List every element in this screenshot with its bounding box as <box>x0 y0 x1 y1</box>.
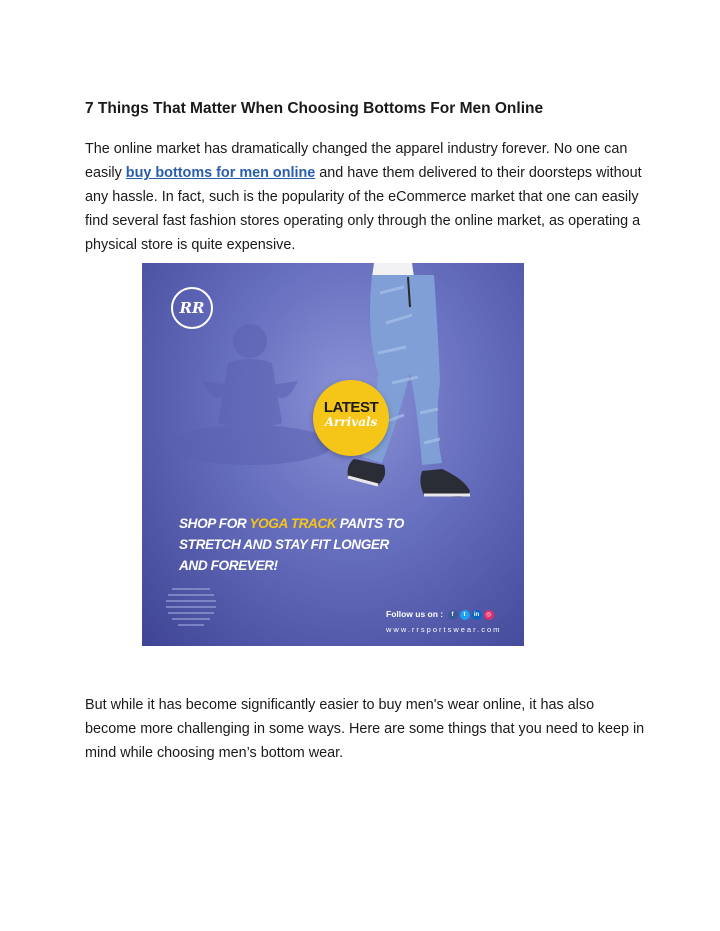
website-address: www.rrsportswear.com <box>386 625 502 634</box>
promo-tagline <box>179 513 409 576</box>
follow-us-label: Follow us on : <box>386 609 444 619</box>
instagram-icon: ◎ <box>484 610 494 620</box>
intro-text-end: and have them delivered to their doorsteps without any hassle. In fact, such is the popularity of the eCommerce market that one can easily find several fast fashion stores operating only through the online market, as operating a physical store is quite expensive. <box>85 165 642 253</box>
linkedin-icon: in <box>472 610 482 620</box>
second-paragraph: But while it has become significantly easier to buy men's wear online, it has also become more challenging in some ways. Here are some things that you need to keep in mind while choosing men’s bottom wear. <box>85 697 645 761</box>
twitter-icon: t <box>460 610 470 620</box>
badge-line-latest: LATEST <box>323 399 379 416</box>
tagline-highlight: YOGA TRACK <box>249 516 337 531</box>
follow-us-row <box>386 609 494 620</box>
yoga-silhouette <box>168 324 332 465</box>
intro-paragraph <box>85 137 645 257</box>
article-title: 7 Things That Matter When Choosing Bottoms For Men Online <box>85 100 544 117</box>
shirt-hem <box>372 263 414 277</box>
promo-banner-image <box>142 263 524 646</box>
sneakers <box>348 459 470 497</box>
buy-bottoms-link[interactable]: buy bottoms for men online <box>125 165 316 181</box>
badge-line-arrivals: Arrivals <box>324 415 378 429</box>
brand-logo: RR <box>171 287 213 329</box>
tagline-end: PANTS TO STRETCH AND STAY FIT LONGER AND FOREVER! <box>179 516 404 573</box>
intro-text-start: The online market has dramatically changed the apparel industry forever. No one can easily <box>85 141 628 181</box>
striped-globe-decoration <box>166 589 216 625</box>
latest-arrivals-badge <box>313 380 389 456</box>
facebook-icon: f <box>448 610 458 620</box>
tagline-start: SHOP FOR <box>179 516 250 531</box>
